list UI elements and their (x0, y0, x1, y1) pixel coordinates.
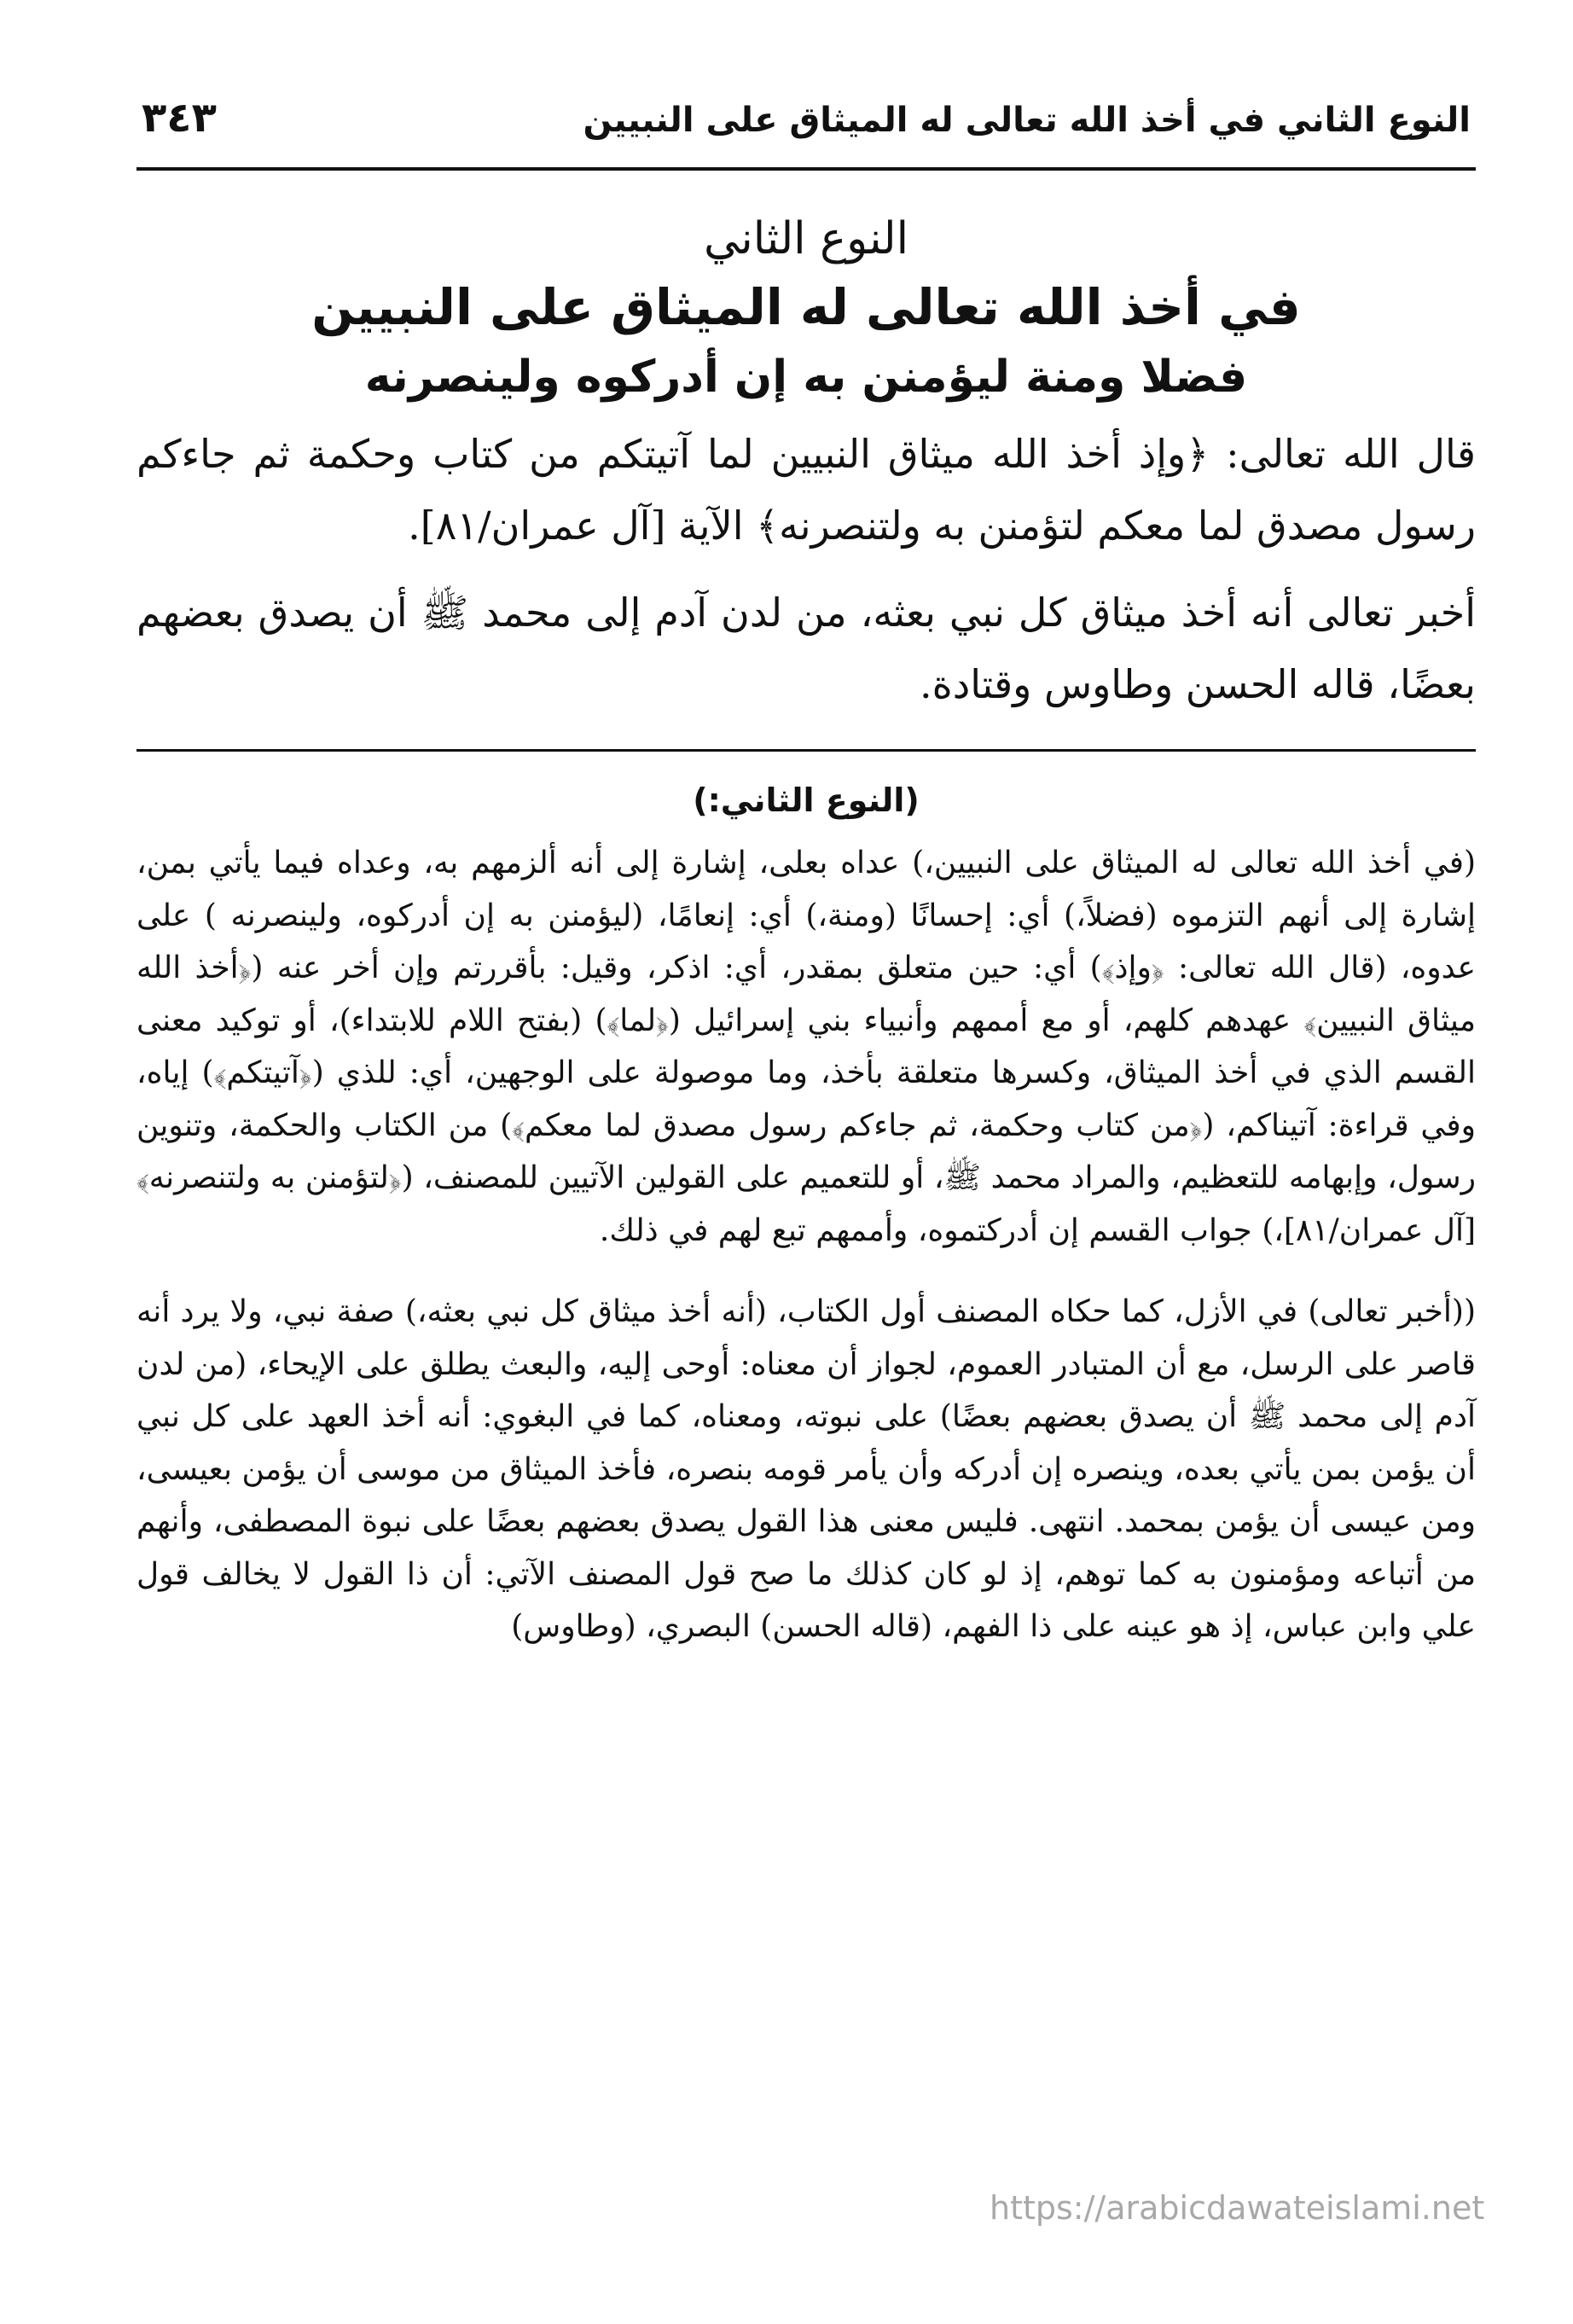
main-text-paragraph-2: أخبر تعالى أنه أخذ ميثاق كل نبي بعثه، من لدن آدم إلى محمد ﷺ أن يصدق بعضهم بعضًا، قاله الحسن وطاوس وقتادة. (136, 590, 1476, 707)
section-heading (136, 206, 1476, 411)
section-title: في أخذ الله تعالى له الميثاق على النبيين (311, 278, 1301, 336)
running-title: النوع الثاني في أخذ الله تعالى له الميثاق على النبيين (583, 101, 1471, 140)
section-subtitle: فضلا ومنة ليؤمنن به إن أدركوه ولينصرنه (364, 352, 1248, 403)
book-page (136, 94, 1476, 1653)
main-text-paragraph-1: قال الله تعالى: ﴿وإذ أخذ الله ميثاق النبيين لما آتيتكم من كتاب وحكمة ثم جاءكم رسول مصدق لما معكم لتؤمنن به ولتنصرنه﴾ الآية [آل عمران/٨١]. (136, 431, 1476, 549)
page-number: ٣٤٣ (142, 94, 217, 142)
footnote-divider (136, 749, 1476, 752)
commentary-paragraph-1: (في أخذ الله تعالى له الميثاق على النبيين،) عداه بعلى، إشارة إلى أنه ألزمهم به، وعداه فيما يأتي بمن، إشارة إلى أنهم التزموه (فضلاً،) أي: إحسانًا (ومنة،) أي: إنعامًا، (ليؤمنن به إن أدركوه، ولينصرنه ) على عدوه، (قال الله تعالى: ﴿وإذ﴾) أي: حين متعلق بمقدر، أي: اذكر، وقيل: بأقررتم وإن أخر عنه (﴿أخذ الله ميثاق النبيين﴾ عهدهم كلهم، أو مع أممهم وأنبياء بني إسرائيل (﴿لما﴾) (بفتح اللام للابتداء)، أو توكيد معنى القسم الذي في أخذ الميثاق، وكسرها متعلقة بأخذ، وما موصولة على الوجهين، أي: للذي (﴿آتيتكم﴾) إياه، وفي قراءة: آتيناكم، (﴿من كتاب وحكمة، ثم جاءكم رسول مصدق لما معكم﴾) من الكتاب والحكمة، وتنوين رسول، وإبهامه للتعظيم، والمراد محمد ﷺ، أو للتعميم على القولين الآتيين للمصنف، (﴿لتؤمنن به ولتنصرنه﴾ [آل عمران/٨١]،) جواب القسم إن أدركتموه، وأممهم تبع لهم في ذلك. (136, 845, 1476, 1248)
commentary-paragraph-2: ((أخبر تعالى) في الأزل، كما حكاه المصنف أول الكتاب، (أنه أخذ ميثاق كل نبي بعثه،) صفة نبي، ولا يرد أنه قاصر على الرسل، مع أن المتبادر العموم، لجواز أن معناه: أوحى إليه، والبعث يطلق على الإيحاء، (من لدن آدم إلى محمد ﷺ أن يصدق بعضهم بعضًا) على نبوته، ومعناه، كما في البغوي: أنه أخذ العهد على كل نبي أن يؤمن بمن يأتي بعده، وينصره إن أدركه وأن يأمر قومه بنصره، فأخذ الميثاق من موسى أن يؤمن بعيسى، ومن عيسى أن يؤمن بمحمد. انتهى. فليس معنى هذا القول يصدق بعضهم بعضًا على نبوة المصطفى، وأنهم من أتباعه ومؤمنون به كما توهم، إذ لو كان كذلك ما صح قول المصنف الآتي: أن ذا القول لا يخالف قول علي وابن عباس، إذ هو عينه على ذا الفهم، (قاله الحسن) البصري، (وطاوس) (136, 1294, 1476, 1644)
commentary-title: (النوع الثاني:) (693, 781, 920, 819)
section-kind: النوع الثاني (703, 213, 909, 264)
website-watermark: https://arabicdawateislami.net (990, 2189, 1485, 2227)
running-header (136, 94, 1476, 171)
